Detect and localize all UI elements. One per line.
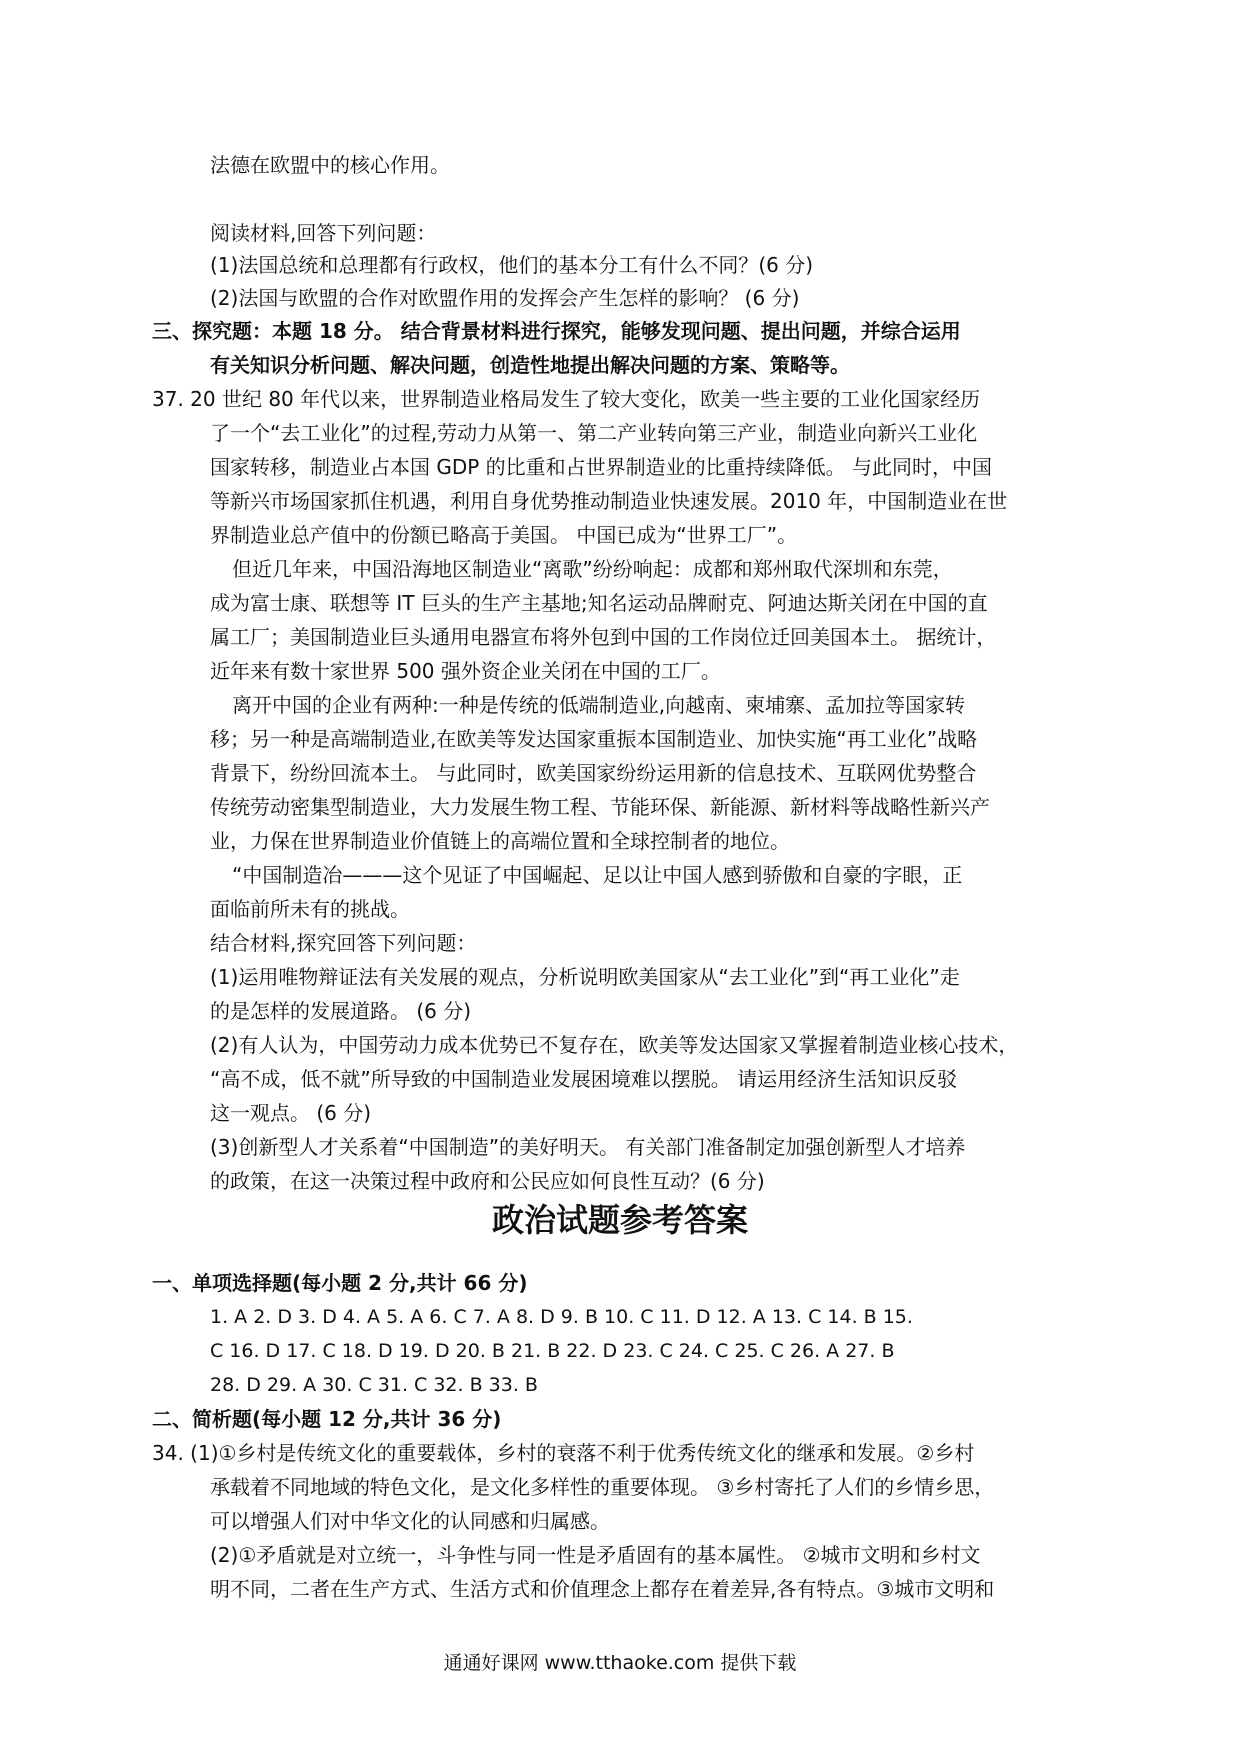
text-line: 三、探究题：本题 18 分。 结合背景材料进行探究，能够发现问题、提出问题，并综合运用 [152,319,961,343]
text-line: 一、单项选择题(每小题 2 分,共计 66 分) [152,1271,528,1295]
text-line: 阅读材料,回答下列问题： [210,221,437,245]
text-line: 可以增强人们对中华文化的认同感和归属感。 [210,1509,610,1533]
text-line: 国家转移，制造业占本国 GDP 的比重和占世界制造业的比重持续降低。 与此同时，中国 [210,455,993,479]
text-line: 二、简析题(每小题 12 分,共计 36 分) [152,1407,502,1431]
text-line: (2)法国与欧盟的合作对欧盟作用的发挥会产生怎样的影响？ (6 分) [210,286,800,310]
text-line: 明不同，二者在生产方式、生活方式和价值理念上都存在着差异,各有特点。③城市文明和 [210,1577,995,1601]
answer-section-title: 政治试题参考答案 [491,1201,748,1239]
text-line: 了一个“去工业化”的过程,劳动力从第一、第二产业转向第三产业，制造业向新兴工业化 [210,421,978,445]
text-line: 背景下，纷纷回流本土。 与此同时，欧美国家纷纷运用新的信息技术、互联网优势整合 [210,761,977,785]
text-line: 属工厂；美国制造业巨头通用电器宣布将外包到中国的工作岗位迁回美国本土。 据统计， [210,625,997,649]
text-line: 等新兴市场国家抓住机遇，利用自身优势推动制造业快速发展。2010 年，中国制造业在世 [210,489,1008,513]
text-line: (1)运用唯物辩证法有关发展的观点，分析说明欧美国家从“去工业化”到“再工业化”走 [210,965,960,989]
text-line: 传统劳动密集型制造业，大力发展生物工程、节能环保、新能源、新材料等战略性新兴产 [210,795,990,819]
page-footer: 通通好课网 www.tthaoke.com 提供下载 [443,1652,797,1674]
text-line: 结合材料,探究回答下列问题： [210,931,477,955]
text-line: 离开中国的企业有两种:一种是传统的低端制造业,向越南、柬埔寨、孟加拉等国家转 [232,693,966,717]
text-line: 成为富士康、联想等 IT 巨头的生产主基地;知名运动品牌耐克、阿迪达斯关闭在中国的直 [210,591,988,615]
text-line: “高不成，低不就”所导致的中国制造业发展困境难以摆脱。 请运用经济生活知识反驳 [210,1067,958,1091]
text-line: 界制造业总产值中的份额已略高于美国。 中国已成为“世界工厂”。 [210,523,798,547]
text-line: 法德在欧盟中的核心作用。 [210,153,450,177]
answer-row: C 16. D 17. C 18. D 19. D 20. B 21. B 22. D 23. C 24. C 25. C 26. A 27. B [210,1340,895,1362]
text-line: (2)①矛盾就是对立统一，斗争性与同一性是矛盾固有的基本属性。 ②城市文明和乡村文 [210,1543,981,1567]
text-line: 的是怎样的发展道路。 (6 分) [210,999,472,1023]
answer-row: 28. D 29. A 30. C 31. C 32. B 33. B [210,1374,538,1396]
text-line: 业，力保在世界制造业价值链上的高端位置和全球控制者的地位。 [210,829,790,853]
text-line: 近年来有数十家世界 500 强外资企业关闭在中国的工厂。 [210,659,721,683]
text-line: 移；另一种是高端制造业,在欧美等发达国家重振本国制造业、加快实施“再工业化”战略 [210,727,978,751]
text-line: 的政策，在这一决策过程中政府和公民应如何良性互动？(6 分) [210,1169,765,1193]
text-line: “中国制造冶———这个见证了中国崛起、足以让中国人感到骄傲和自豪的字眼，正 [232,863,963,887]
text-line: (2)有人认为，中国劳动力成本优势已不复存在，欧美等发达国家又掌握着制造业核心技术， [210,1033,1019,1057]
text-line: (3)创新型人才关系着“中国制造”的美好明天。 有关部门准备制定加强创新型人才培养 [210,1135,966,1159]
text-line: 但近几年来，中国沿海地区制造业“离歌”纷纷响起：成都和郑州取代深圳和东莞， [232,557,953,581]
text-line: 面临前所未有的挑战。 [210,897,410,921]
text-line: 37. 20 世纪 80 年代以来，世界制造业格局发生了较大变化，欧美一些主要的工业化国家经历 [152,387,981,411]
answer-row: 1. A 2. D 3. D 4. A 5. A 6. C 7. A 8. D 9. B 10. C 11. D 12. A 13. C 14. B 15. [210,1306,913,1328]
text-line: (1)法国总统和总理都有行政权，他们的基本分工有什么不同？(6 分) [210,253,814,277]
text-line: 这一观点。 (6 分) [210,1101,372,1125]
text-line: 有关知识分析问题、解决问题，创造性地提出解决问题的方案、策略等。 [210,353,850,377]
text-line: 承载着不同地域的特色文化，是文化多样性的重要体现。 ③乡村寄托了人们的乡情乡思， [210,1475,995,1499]
text-line: 34. (1)①乡村是传统文化的重要载体，乡村的衰落不利于优秀传统文化的继承和发展。②乡村 [152,1441,975,1465]
